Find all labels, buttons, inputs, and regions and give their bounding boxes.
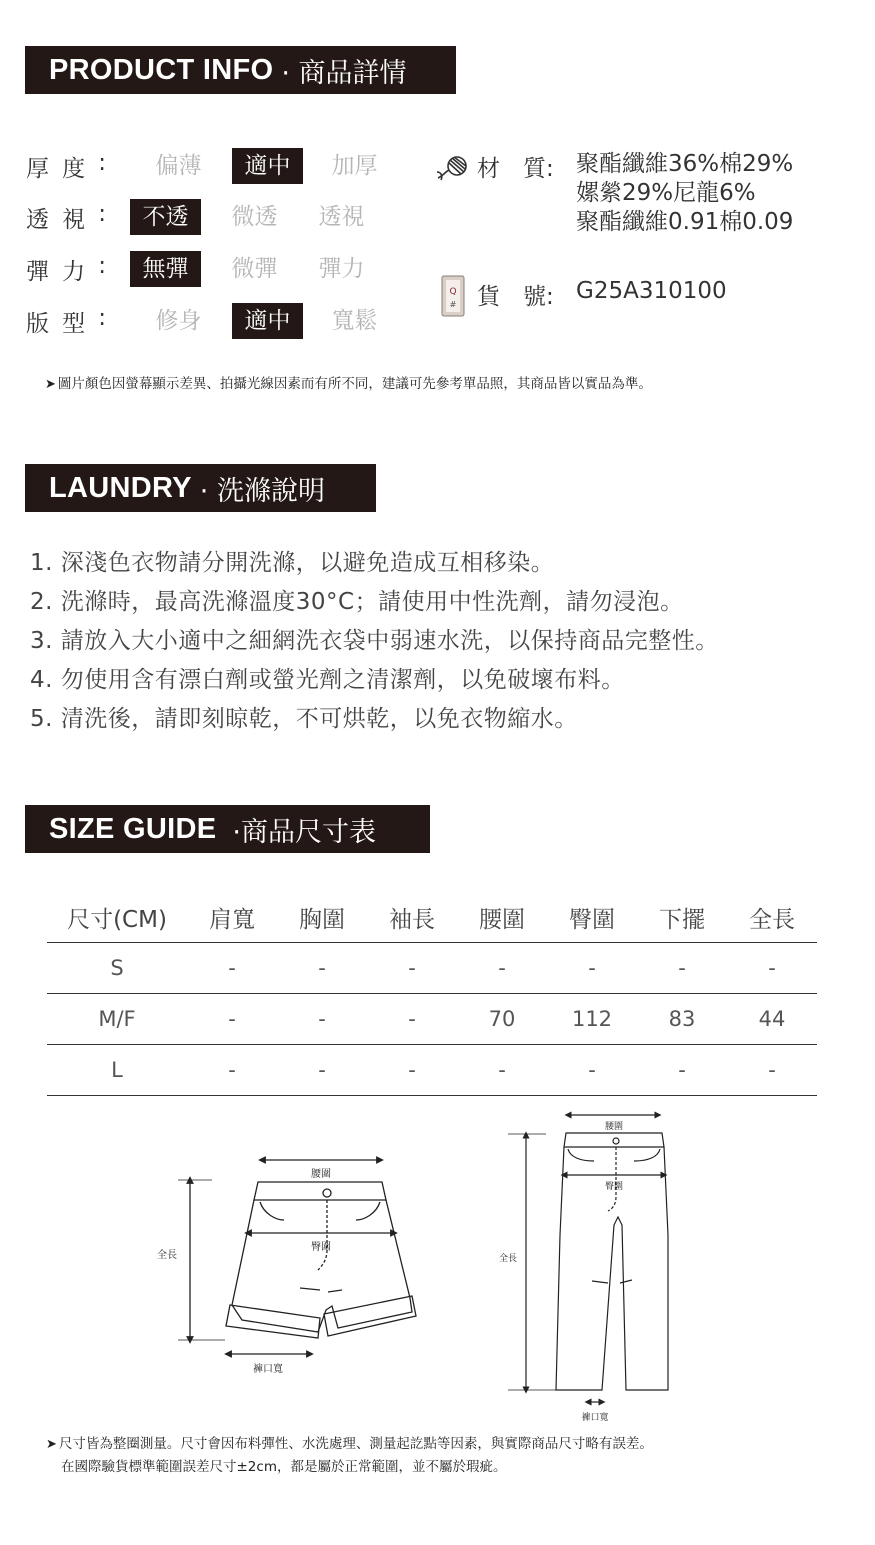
column-header-size: 尺寸(CM) (67, 906, 167, 933)
size-table (47, 892, 817, 1096)
table-cell: - (367, 1045, 457, 1096)
size-table-header-row (47, 892, 817, 943)
laundry-header (25, 464, 376, 512)
attribute-label (26, 305, 106, 338)
column-header-hip: 臀圍 (569, 906, 615, 933)
material-lines (576, 150, 793, 237)
attribute-option: 無彈 (130, 251, 201, 287)
table-cell: - (547, 1045, 637, 1096)
size-footnote-line (46, 1433, 653, 1456)
material-label: 材 質: (477, 156, 554, 182)
column-header-waist: 腰圍 (479, 906, 525, 933)
color-disclaimer (45, 372, 652, 392)
attribute-row (26, 303, 426, 339)
column-header-chest: 胸圍 (299, 906, 345, 933)
laundry-item: 3. 請放入大小適中之細網洗衣袋中弱速水洗，以保持商品完整性。 (30, 628, 719, 654)
table-cell: - (187, 943, 277, 994)
attribute-option: 彈力 (318, 256, 365, 282)
laundry-header-zh: · 洗滌說明 (199, 475, 325, 507)
attribute-label-char: 版 (26, 310, 49, 337)
attribute-option: 寬鬆 (331, 308, 378, 334)
column-header-hem: 下擺 (659, 906, 705, 933)
size-footnote-line (46, 1456, 653, 1479)
shorts-hem-label: 褲口寬 (253, 1364, 283, 1375)
laundry-header-en: LAUNDRY (49, 471, 192, 504)
attribute-colon: : (98, 252, 106, 279)
shorts-length-label: 全長 (157, 1250, 177, 1261)
laundry-item: 1. 深淺色衣物請分開洗滌，以避免造成互相移染。 (30, 550, 555, 576)
attribute-option: 透視 (318, 204, 365, 230)
table-cell: - (727, 943, 817, 994)
attribute-colon: : (98, 200, 106, 227)
size-guide-header-en: SIZE GUIDE (49, 812, 217, 845)
pants-length-label: 全長 (498, 1254, 518, 1264)
product-info-header-en: PRODUCT INFO (49, 53, 274, 86)
laundry-item: 2. 洗滌時，最高洗滌溫度30°C；請使用中性洗劑，請勿浸泡。 (30, 589, 684, 615)
shorts-waist-label: 腰圍 (311, 1169, 331, 1180)
column-header-shoulder: 肩寬 (209, 906, 255, 933)
attribute-option: 加厚 (331, 153, 378, 179)
table-cell: - (457, 1045, 547, 1096)
attribute-colon: : (98, 149, 106, 176)
table-cell: L (47, 1045, 187, 1096)
attribute-label (26, 150, 106, 183)
table-row (47, 1045, 817, 1096)
material-line-1: 聚酯纖維36%棉29% (576, 151, 794, 177)
attribute-label-char: 透 (26, 206, 49, 233)
table-row (47, 943, 817, 994)
table-cell: S (47, 943, 187, 994)
svg-text:#: # (449, 300, 457, 309)
column-header-length: 全長 (749, 906, 795, 933)
table-cell: M/F (47, 994, 187, 1045)
attribute-option: 適中 (232, 148, 303, 184)
size-footnote-line-1: 尺寸皆為整圈測量。尺寸會因布料彈性、水洗處理、測量起訖點等因素，與實際商品尺寸略有誤差。 (58, 1436, 653, 1452)
attribute-label-char: 厚 (26, 155, 49, 182)
table-cell: 70 (457, 994, 547, 1045)
attribute-label (26, 253, 106, 286)
attribute-option: 不透 (130, 199, 201, 235)
table-cell: - (367, 994, 457, 1045)
attribute-label (26, 201, 106, 234)
size-footnote-line-2: 在國際驗貨標準範圍誤差尺寸±2cm，都是屬於正常範圍，並不屬於瑕疵。 (61, 1459, 507, 1475)
table-cell: - (727, 1045, 817, 1096)
table-cell: - (277, 994, 367, 1045)
attribute-row (26, 148, 426, 184)
attribute-label-char: 力 (62, 258, 86, 285)
laundry-item: 5. 清洗後，請即刻晾乾，不可烘乾，以免衣物縮水。 (30, 706, 578, 732)
attribute-option: 修身 (155, 308, 202, 334)
pants-waist-label: 腰圍 (604, 1122, 624, 1132)
svg-text:Q: Q (449, 287, 457, 297)
table-cell: 44 (727, 994, 817, 1045)
table-cell: - (637, 1045, 727, 1096)
attribute-option: 微透 (231, 204, 278, 230)
material-line-2: 嫘縈29%尼龍6% (576, 180, 756, 206)
attribute-option: 適中 (232, 303, 303, 339)
thread-spool-icon (435, 152, 469, 184)
pants-measurement-diagram (490, 1105, 690, 1427)
table-cell: - (277, 1045, 367, 1096)
attribute-row (26, 251, 426, 287)
laundry-item: 4. 勿使用含有漂白劑或螢光劑之清潔劑，以免破壞布料。 (30, 667, 625, 693)
arrow-right-icon: ➤ (45, 377, 56, 392)
table-cell: - (187, 1045, 277, 1096)
product-info-header (25, 46, 456, 94)
pants-hip-label: 臀圍 (604, 1182, 624, 1192)
table-cell: - (277, 943, 367, 994)
item-number-value: G25A310100 (576, 278, 727, 304)
tag-icon (440, 274, 466, 318)
shorts-measurement-diagram (150, 1150, 430, 1380)
attribute-label-char: 型 (62, 310, 86, 337)
attribute-option: 微彈 (231, 256, 278, 282)
attribute-row (26, 199, 426, 235)
material-line-3: 聚酯纖維0.91棉0.09 (576, 209, 794, 235)
table-cell: - (187, 994, 277, 1045)
table-row (47, 994, 817, 1045)
attribute-colon: : (98, 304, 106, 331)
table-cell: - (547, 943, 637, 994)
attribute-option: 偏薄 (155, 153, 202, 179)
product-info-header-zh: · 商品詳情 (281, 57, 407, 89)
attribute-label-char: 視 (62, 206, 86, 233)
shorts-hip-label: 臀圍 (311, 1242, 331, 1253)
attribute-label-char: 度 (62, 155, 86, 182)
size-guide-header (25, 805, 430, 853)
size-guide-header-zh: ·商品尺寸表 (232, 816, 376, 848)
table-cell: - (637, 943, 727, 994)
table-cell: - (367, 943, 457, 994)
item-number-label: 貨 號: (477, 284, 554, 310)
size-footnote (46, 1433, 653, 1479)
table-cell: 112 (547, 994, 637, 1045)
pants-hem-label: 褲口寬 (581, 1413, 609, 1423)
attribute-label-char: 彈 (26, 258, 49, 285)
table-cell: 83 (637, 994, 727, 1045)
table-cell: - (457, 943, 547, 994)
arrow-right-icon: ➤ (46, 1437, 57, 1452)
column-header-sleeve: 袖長 (389, 906, 435, 933)
color-disclaimer-text: 圖片顏色因螢幕顯示差異、拍攝光線因素而有所不同，建議可先參考單品照，其商品皆以實品為準。 (57, 376, 652, 392)
